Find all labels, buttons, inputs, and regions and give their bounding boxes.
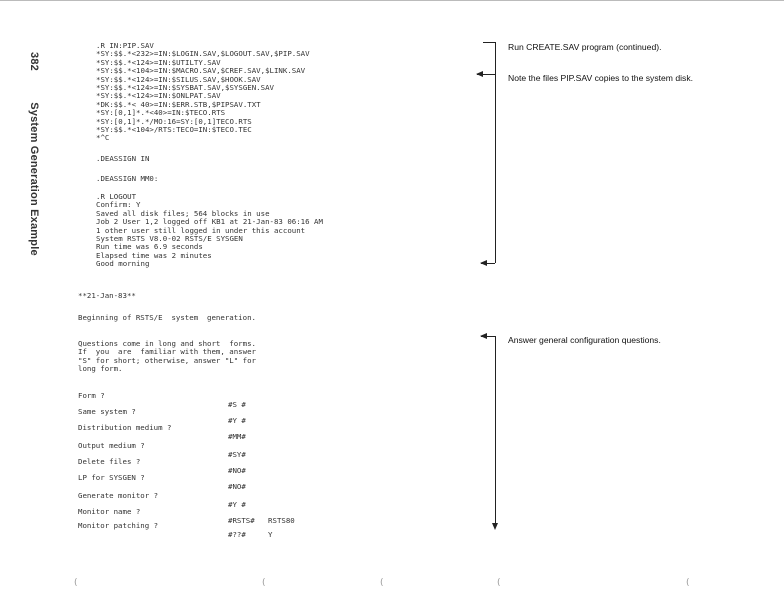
question-label: Monitor patching ? bbox=[78, 521, 159, 531]
question-label: LP for SYSGEN ? bbox=[78, 473, 145, 483]
logout-log: .R LOGOUT Confirm: Y Saved all disk files; 564 blocks in use Job 2 User 1,2 logged off KB1 at 21-Jan-83 06:16 AM 1 other user still logged in under this account System RSTS V8.0-02 RSTS/E SYSGEN Run time was 6.9 seconds Elapsed time was 2 minutes Good morning bbox=[96, 192, 323, 269]
question-label: Delete files ? bbox=[78, 457, 141, 467]
page-sidebar bbox=[28, 52, 40, 256]
question-label: Generate monitor ? bbox=[78, 491, 159, 501]
annotation-config-questions: Answer general configuration questions. bbox=[508, 335, 661, 345]
question-row bbox=[78, 450, 398, 475]
top-scan-edge bbox=[0, 0, 784, 1]
date-line: **21-Jan-83** bbox=[78, 291, 136, 300]
bracket-down-arrow-icon bbox=[495, 336, 496, 524]
question-answer: #SY# bbox=[228, 449, 246, 459]
annotation-run-create: Run CREATE.SAV program (continued). bbox=[508, 42, 662, 52]
page-number: 382 bbox=[28, 52, 40, 71]
bracket-line bbox=[495, 42, 496, 263]
question-row bbox=[78, 481, 398, 509]
bracket-top-arrow-icon bbox=[481, 336, 495, 337]
footer-mark: ( bbox=[686, 578, 690, 588]
footer-mark: ( bbox=[74, 578, 78, 588]
annotation-pip-files: Note the files PIP.SAV copies to the system disk. bbox=[508, 73, 694, 83]
sysgen-intro-text: Questions come in long and short forms. If you are familiar with them, answer "S" for short; otherwise, answer "L" for long form. bbox=[78, 339, 256, 374]
question-answer: #S # bbox=[228, 399, 246, 409]
question-answer: #Y # bbox=[228, 415, 246, 425]
pip-copy-log: .R IN:PIP.SAV *SY:$$.*<232>=IN:$LOGIN.SAV,$LOGOUT.SAV,$PIP.SAV *SY:$$.*<124>=IN:$UTILTY.SAV *SY:$$.*<104>=IN:$MACRO.SAV,$CREF.SAV,$LINK.SAV *SY:$$.*<124>=IN:$SILUS.SAV,$HOOK.SAV *SY:$$.*<124>=IN:$SYSBAT.SAV,$SYSGEN.SAV *SY:$$.*<124>=IN:$ONLPAT.SAV *DK:$$.*< 40>=IN:$ERR.STB,$PIPSAV.TXT *SY:[0,1]*.*<40>=IN:$TECO.RTS *SY:[0,1]*.*/MO:16=SY:[0,1]TECO.RTS *SY:$$.*<104>/RTS:TECO=IN:$TECO.TEC *^C bbox=[96, 41, 310, 143]
question-row bbox=[78, 431, 398, 459]
question-label: Monitor name ? bbox=[78, 507, 141, 517]
question-answer: #??# Y bbox=[228, 529, 273, 539]
question-row bbox=[78, 514, 398, 539]
question-row bbox=[78, 466, 398, 491]
footer-mark: ( bbox=[380, 578, 384, 588]
bracket-top-tick bbox=[483, 42, 495, 43]
section-title: System Generation Example bbox=[28, 102, 40, 256]
bracket-bottom-arrow-icon bbox=[481, 263, 495, 264]
question-label: Distribution medium ? bbox=[78, 423, 172, 433]
question-answer: #NO# bbox=[228, 481, 246, 491]
question-label: Form ? bbox=[78, 391, 105, 401]
question-row bbox=[78, 400, 398, 425]
deassign-mm0-line: .DEASSIGN MM0: bbox=[96, 174, 159, 183]
question-answer: #RSTS# RSTS80 bbox=[228, 515, 295, 525]
deassign-in-line: .DEASSIGN IN bbox=[96, 154, 150, 163]
question-answer: #MM# bbox=[228, 431, 246, 441]
question-row bbox=[78, 416, 398, 441]
pointer-arrow-icon bbox=[477, 74, 495, 75]
sysgen-start-line: Beginning of RSTS/E system generation. bbox=[78, 313, 256, 322]
question-answer: #NO# bbox=[228, 465, 246, 475]
question-row bbox=[78, 500, 398, 525]
question-row bbox=[78, 384, 398, 409]
footer-mark: ( bbox=[497, 578, 501, 588]
question-answer: #Y # bbox=[228, 499, 246, 509]
question-label: Output medium ? bbox=[78, 441, 145, 451]
question-label: Same system ? bbox=[78, 407, 136, 417]
sysgen-questions bbox=[78, 384, 378, 539]
footer-mark: ( bbox=[262, 578, 266, 588]
